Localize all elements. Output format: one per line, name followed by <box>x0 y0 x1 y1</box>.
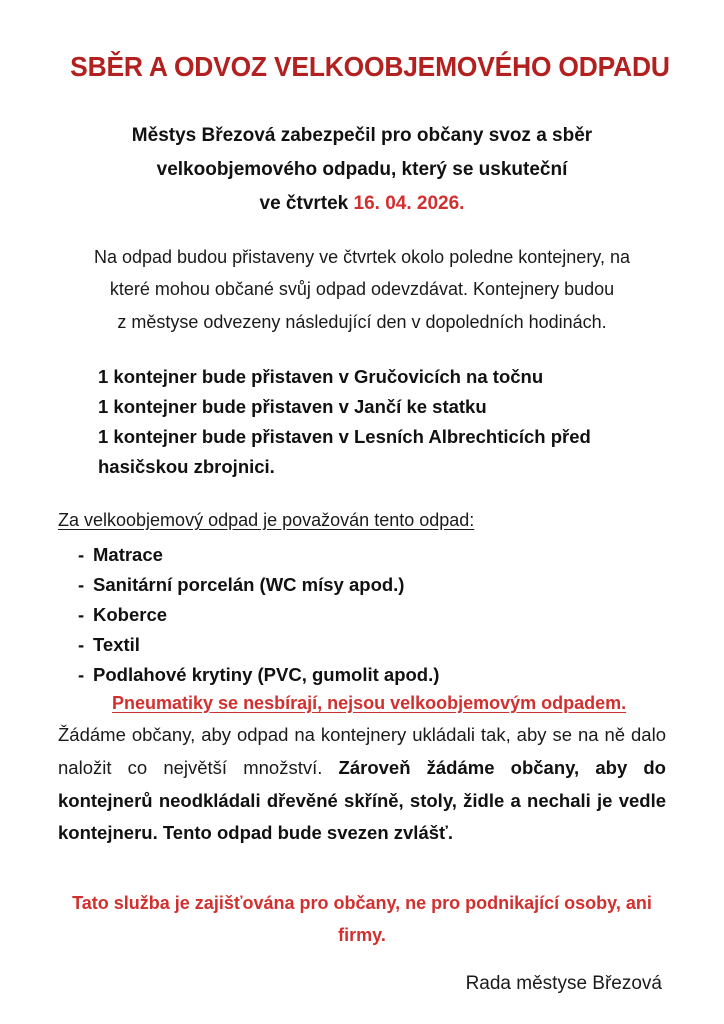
lead-line-1: Na odpad budou přistaveny ve čtvrtek okolo poledne kontejnery, na <box>93 246 630 267</box>
list-item <box>58 630 666 660</box>
list-item-label: Textil <box>93 633 140 655</box>
signature: Rada městyse Březová <box>465 973 662 995</box>
accepted-waste-heading-text: Za velkoobjemový odpad je považován tento odpad: <box>58 509 475 530</box>
accepted-waste-heading <box>58 482 666 531</box>
list-item <box>58 570 666 600</box>
dash-bullet: - <box>78 633 85 655</box>
container-placement-list <box>58 339 666 482</box>
instructions-paragraph <box>58 714 666 851</box>
lead-paragraph <box>58 221 666 339</box>
dash-bullet: - <box>78 543 85 565</box>
dash-bullet: - <box>78 663 85 685</box>
list-item <box>58 660 666 690</box>
list-item <box>58 540 666 570</box>
list-item: 1 kontejner bude přistaven v Jančí ke statku <box>98 395 487 417</box>
instructions-bold-text: Zároveň žádáme občany, aby do kontejnerů neodkládali dřevěné skříně, stoly, židle a nechali je vedle kontejneru. Tento odpad bude svezen zvlášť. <box>58 756 666 844</box>
dash-bullet: - <box>78 603 85 625</box>
dash-bullet: - <box>78 573 85 595</box>
list-item-label: Matrace <box>93 543 163 565</box>
intro-line-2: velkoobjemového odpadu, který se uskuteční <box>156 159 568 181</box>
collection-date: 16. 04. 2026. <box>353 192 465 214</box>
lead-line-2: které mohou občané svůj odpad odevzdávat. Kontejnery budou <box>109 279 615 300</box>
accepted-waste-list <box>58 531 666 690</box>
tires-warning-text: Pneumatiky se nesbírají, nejsou velkoobjemovým odpadem. <box>112 692 627 713</box>
list-item-label: Podlahové krytiny (PVC, gumolit apod.) <box>93 663 440 685</box>
lead-line-3: z městyse odvezeny následující den v dopoledních hodinách. <box>117 312 607 333</box>
closing-statement: Tato služba je zajišťována pro občany, ne pro podnikající osoby, ani firmy. <box>72 893 652 945</box>
instructions-regular-text: Žádáme občany, aby odpad na kontejnery ukládali tak, aby se na ně dalo naložit co největší množství. <box>58 723 666 778</box>
list-item <box>58 600 666 630</box>
intro-line-1: Městys Březová zabezpečil pro občany svoz a sběr <box>131 125 593 147</box>
list-item-label: Sanitární porcelán (WC mísy apod.) <box>93 573 405 595</box>
list-item: 1 kontejner bude přistaven v Lesních Albrechticích před hasičskou zbrojnici. <box>98 425 591 477</box>
intro-line-3-prefix: ve čtvrtek <box>259 192 354 214</box>
page-title: SBĚR A ODVOZ VELKOOBJEMOVÉHO ODPADU <box>70 51 670 82</box>
intro-paragraph <box>58 82 666 220</box>
list-item-label: Koberce <box>93 603 168 625</box>
list-item: 1 kontejner bude přistaven v Gručovicích na točnu <box>98 365 544 387</box>
tires-warning <box>58 690 666 714</box>
